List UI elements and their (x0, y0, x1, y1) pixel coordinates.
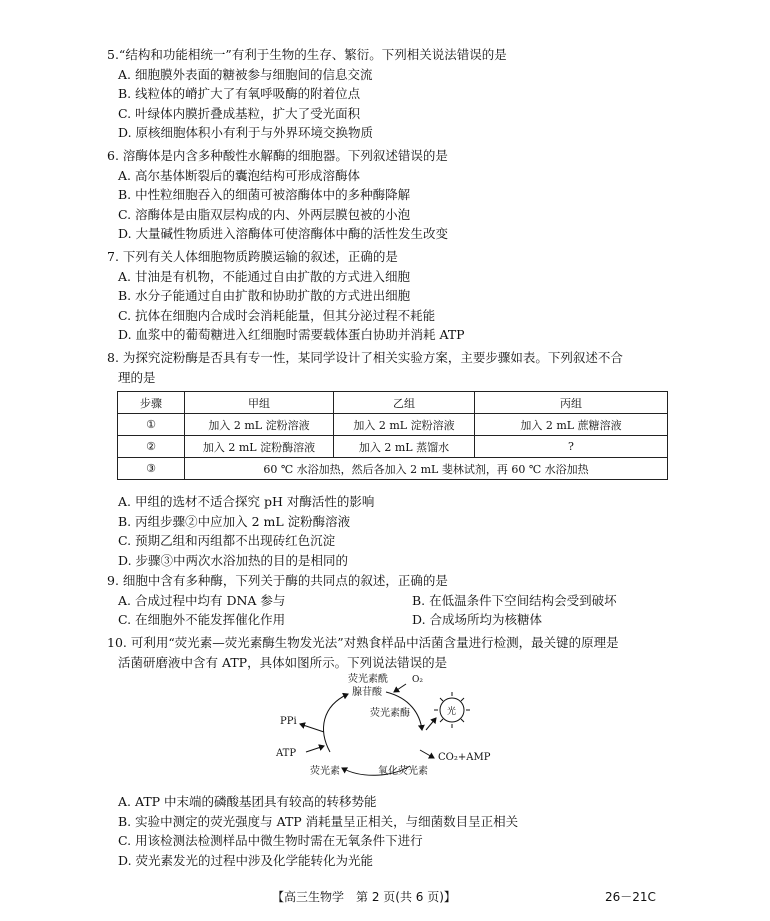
arrow-left-up (324, 694, 348, 752)
arrow-o2-in (394, 684, 406, 692)
table-header-row (118, 392, 668, 414)
option-a: A. 高尔基体断裂后的囊泡结构可形成溶酶体 (118, 167, 360, 183)
option-b: B. 实验中测定的荧光强度与 ATP 消耗量呈正相关，与细菌数目呈正相关 (118, 813, 519, 829)
option-c: C. 预期乙组和丙组都不出现砖红色沉淀 (118, 533, 336, 549)
question-stem: 9. 细胞中含有多种酶，下列关于酶的共同点的叙述，正确的是 (107, 573, 448, 588)
table-row (118, 436, 668, 458)
option-d: D. 大量碱性物质进入溶酶体可使溶酶体中酶的活性发生改变 (118, 226, 449, 242)
label-adenylate: 腺苷酸 (352, 687, 382, 698)
question-8 (107, 348, 667, 387)
table-cell: ? (475, 436, 668, 458)
table-cell: 加入 2 mL 蔗糖溶液 (475, 414, 668, 436)
label-co2-amp: CO₂+AMP (438, 752, 491, 763)
luciferase-cycle-diagram (270, 670, 520, 788)
table-cell: 加入 2 mL 淀粉溶液 (334, 414, 475, 436)
option-b: B. 在低温条件下空间结构会受到破坏 (412, 592, 617, 608)
label-luciferyl: 荧光素酰 (348, 674, 388, 685)
option-a: A. 细胞膜外表面的糖被参与细胞间的信息交流 (118, 66, 373, 82)
arrow-light-out (426, 718, 436, 730)
question-5 (107, 45, 667, 143)
arrow-atp-in (306, 746, 324, 752)
option-a: A. 甘油是有机物，不能通过自由扩散的方式进入细胞 (118, 268, 410, 284)
question-stem: 5.“结构和功能相统一”有利于生物的生存、繁衍。下列相关说法错误的是 (107, 47, 507, 62)
table-cell: 加入 2 mL 蒸馏水 (334, 436, 475, 458)
option-d: D. 合成场所均为核糖体 (412, 612, 543, 628)
question-stem-line1: 8. 为探究淀粉酶是否具有专一性，某同学设计了相关实验方案，主要步骤如表。下列叙述不合 (107, 350, 623, 365)
header-group-b: 乙组 (334, 392, 475, 414)
label-oxyluciferin: 氧化荧光素 (378, 766, 428, 777)
option-d: D. 血浆中的葡萄糖进入红细胞时需要载体蛋白协助并消耗 ATP (118, 327, 465, 343)
exam-code: 26－21C (605, 890, 656, 904)
table-cell: ② (118, 436, 185, 458)
question-9 (107, 571, 667, 630)
question-10 (107, 633, 667, 672)
question-stem-line1: 10. 可利用“荧光素—荧光素酶生物发光法”对熟食样品中活菌含量进行检测，最关键的原理是 (107, 635, 619, 650)
option-c: C. 叶绿体内膜折叠成基粒，扩大了受光面积 (118, 105, 361, 121)
table-cell: 加入 2 mL 淀粉酶溶液 (185, 436, 334, 458)
header-step: 步骤 (118, 392, 185, 414)
option-a: A. 合成过程中均有 DNA 参与 (118, 592, 286, 608)
option-b: B. 中性粒细胞吞入的细菌可被溶酶体中的多种酶降解 (118, 187, 411, 203)
question-10-options (107, 792, 667, 870)
option-b: B. 丙组步骤②中应加入 2 mL 淀粉酶溶液 (118, 513, 351, 529)
table-cell: ① (118, 414, 185, 436)
label-luciferin: 荧光素 (310, 766, 340, 777)
option-c: C. 溶酶体是由脂双层构成的内、外两层膜包被的小泡 (118, 206, 411, 222)
label-luciferase: 荧光素酶 (370, 708, 410, 719)
header-group-a: 甲组 (185, 392, 334, 414)
label-light: 光 (447, 707, 457, 717)
question-stem-line2: 活菌研磨液中含有 ATP，具体如图所示。下列说法错误的是 (118, 654, 448, 670)
table-cell-merged: 60 ℃ 水浴加热，然后各加入 2 mL 斐林试剂，再 60 ℃ 水浴加热 (185, 458, 668, 480)
option-a: A. 甲组的选材不适合探究 pH 对酶活性的影响 (118, 494, 375, 509)
question-7 (107, 247, 667, 345)
header-group-c: 丙组 (475, 392, 668, 414)
option-c: C. 抗体在细胞内合成时会消耗能量，但其分泌过程不耗能 (118, 307, 436, 323)
question-8-options (107, 492, 667, 570)
option-d: D. 荧光素发光的过程中涉及化学能转化为光能 (118, 852, 374, 868)
page-footer: 【高三生物学 第 2 页(共 6 页)】 (272, 890, 456, 904)
option-d: D. 步骤③中两次水浴加热的目的是相同的 (118, 552, 349, 568)
option-c: C. 在细胞外不能发挥催化作用 (118, 612, 286, 628)
label-o2: O₂ (412, 675, 423, 685)
table-row (118, 458, 668, 480)
label-ppi: PPi (280, 716, 297, 727)
table-row (118, 414, 668, 436)
label-atp: ATP (276, 748, 297, 759)
option-d: D. 原核细胞体积小有利于与外界环境交换物质 (118, 125, 374, 141)
table-cell: ③ (118, 458, 185, 480)
arrow-co2-out (420, 750, 434, 758)
option-b: B. 线粒体的嵴扩大了有氧呼吸酶的附着位点 (118, 86, 361, 102)
question-6 (107, 146, 667, 244)
option-b: B. 水分子能通过自由扩散和协助扩散的方式进出细胞 (118, 288, 411, 304)
question-stem: 7. 下列有关人体细胞物质跨膜运输的叙述，正确的是 (107, 249, 398, 264)
arrow-ppi-out (300, 724, 324, 732)
option-a: A. ATP 中末端的磷酸基团具有较高的转移势能 (118, 794, 377, 809)
table-cell: 加入 2 mL 淀粉溶液 (185, 414, 334, 436)
question-stem-line2: 理的是 (118, 369, 156, 385)
option-c: C. 用该检测法检测样品中微生物时需在无氧条件下进行 (118, 833, 423, 849)
question-stem: 6. 溶酶体是内含多种酸性水解酶的细胞器。下列叙述错误的是 (107, 148, 448, 163)
experiment-table (117, 391, 668, 480)
